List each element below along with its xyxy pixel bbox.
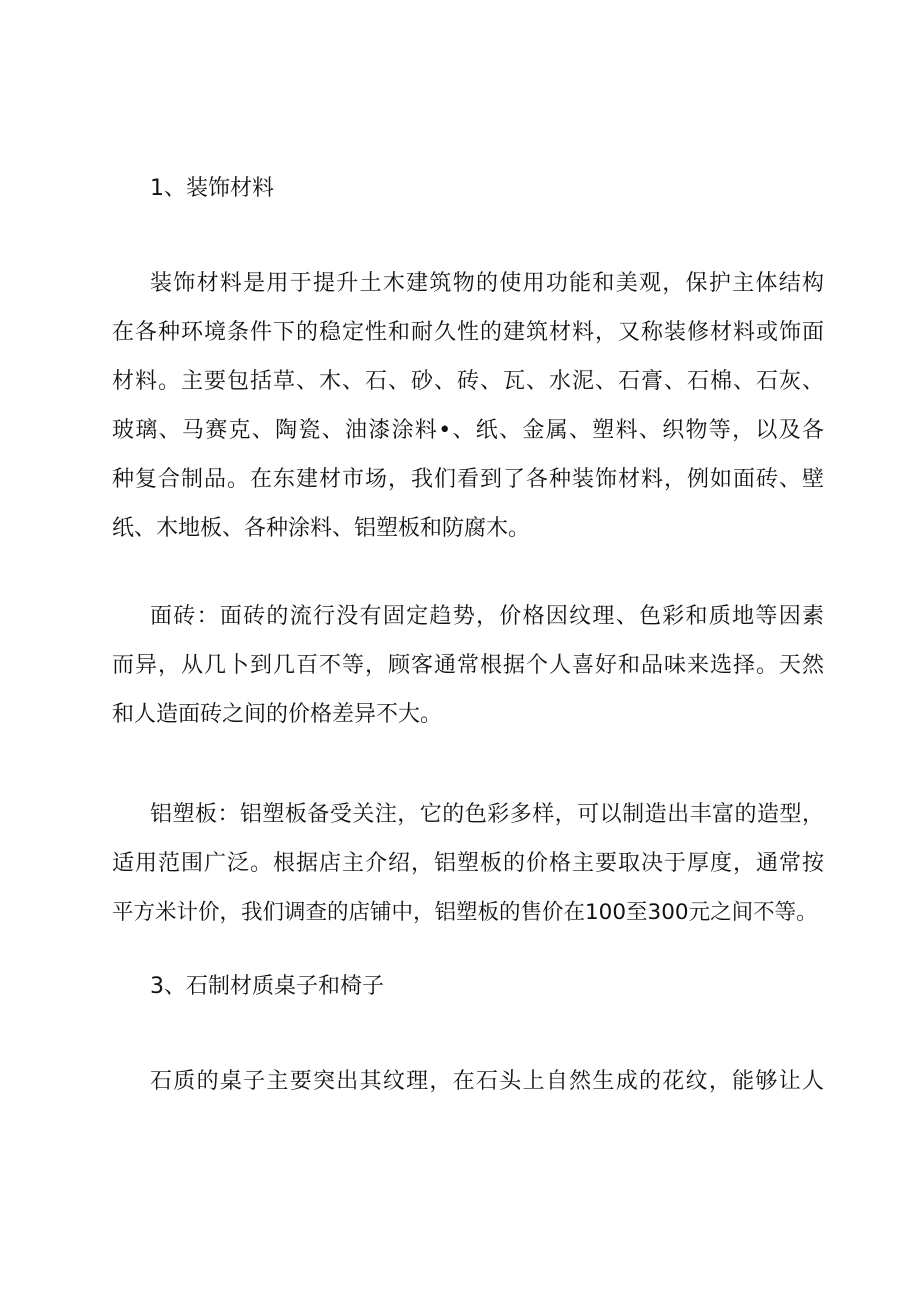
paragraph-line: 种复合制品。在东建材市场，我们看到了各种装饰材料，例如面砖、壁 (112, 467, 824, 492)
paragraph-line: 平方米计价，我们调查的店铺中，铝塑板的售价在100至300元之间不等。 (112, 900, 818, 925)
paragraph-aluminum-plastic-panel (112, 790, 824, 937)
paragraph-line: 适用范围广泛。根据店主介绍，铝塑板的价格主要取决于厚度，通常按 (112, 851, 824, 876)
paragraph-line: 石质的桌子主要突出其纹理，在石头上自然生成的花纹，能够让人 (150, 1069, 824, 1094)
paragraph-line: 材料。主要包括草、木、石、砂、砖、瓦、水泥、石膏、石棉、石灰、 (112, 369, 824, 394)
paragraph-line: 面砖：面砖的流行没有固定趋势，价格因纹理、色彩和质地等因素 (150, 604, 824, 629)
paragraph-line: 纸、木地板、各种涂料、铝塑板和防腐木。 (112, 516, 531, 541)
paragraph-line: 而异，从几卜到几百不等，顾客通常根据个人喜好和品味来选择。天然 (112, 653, 824, 678)
paragraph-decorative-materials (112, 259, 824, 553)
paragraph-tiles (112, 592, 824, 739)
paragraph-line: 玻璃、马赛克、陶瓷、油漆涂料•、纸、金属、塑料、织物等，以及各 (112, 418, 824, 443)
paragraph-line: 装饰材料是用于提升土木建筑物的使用功能和美观，保护主体结构 (150, 271, 824, 296)
paragraph-line: 铝塑板：铝塑板备受关注，它的色彩多样，可以制造出丰富的造型， (150, 802, 824, 827)
section-heading: 3、石制材质桌子和椅子 (150, 974, 384, 999)
section-heading: 1、装饰材料 (150, 176, 274, 201)
paragraph-stone-furniture (112, 1057, 824, 1106)
paragraph-line: 在各种环境条件下的稳定性和耐久性的建筑材料，又称装修材料或饰面 (112, 320, 824, 345)
paragraph-line: 和人造面砖之间的价格差异不大。 (112, 702, 443, 727)
